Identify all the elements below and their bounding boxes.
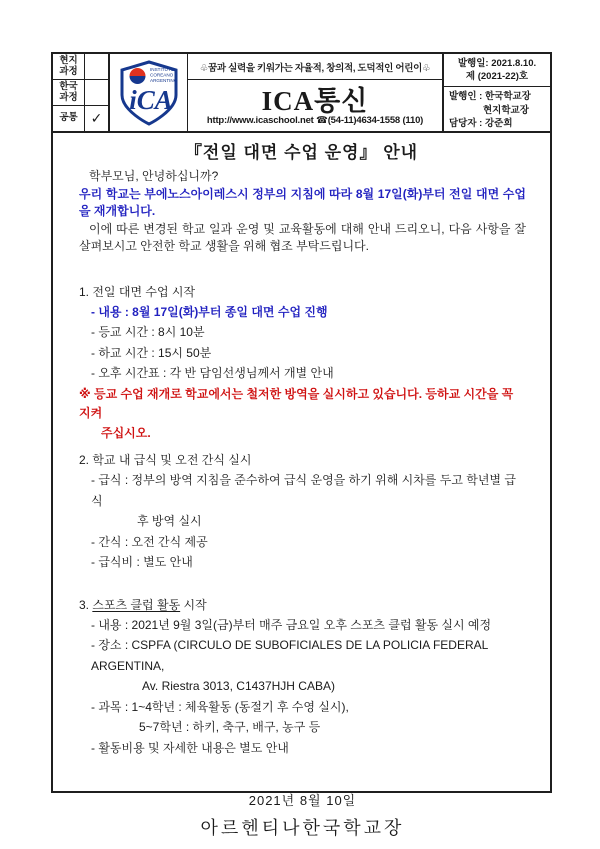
course-label-common — [53, 106, 85, 131]
heading-suffix: 시작 — [180, 597, 207, 612]
document-body — [53, 168, 550, 840]
section-1-heading: 1. 전일 대면 수업 시작 — [79, 284, 196, 299]
list-item-continuation: Av. Riestra 3013, C1437HJH CABA) — [142, 679, 335, 693]
list-item: - 급식비 : 별도 안내 — [91, 555, 193, 569]
heading-prefix: 3. — [79, 597, 93, 612]
header — [53, 54, 550, 133]
contact-line: http://www.icaschool.net ☎(54-11)4634-1558 (110) — [206, 114, 424, 126]
publisher-line: 발행인 : 한국학교장 — [449, 91, 531, 102]
masthead-cell — [188, 54, 444, 131]
publisher-info — [444, 87, 550, 131]
section-2-items — [91, 470, 526, 573]
section-3-heading — [79, 595, 526, 615]
page-title: 『전일 대면 수업 운영』 안내 — [184, 143, 419, 162]
course-label-korean — [53, 80, 85, 106]
issue-info — [444, 54, 550, 87]
school-slogan: ♧꿈과 실력을 키워가는 자율적, 창의적, 도덕적인 어린이♧ — [188, 54, 442, 80]
intro-emphasis: 우리 학교는 부에노스아이레스시 정부의 지침에 따라 8월 17일(화)부터 전일 대면 수업을 재개합니다. — [79, 186, 526, 218]
list-item: - 하교 시간 : 15시 50분 — [91, 345, 212, 360]
list-item: - 장소 : CSPFA (CIRCULO DE SUBOFICIALES DE LA POLICIA FEDERAL ARGENTINA, — [91, 638, 488, 673]
safety-note — [79, 385, 526, 444]
list-item: - 간식 : 오전 간식 제공 — [91, 534, 208, 549]
safety-note-line: 주십시오. — [101, 425, 151, 440]
course-label-text: 현지 — [59, 55, 78, 66]
ica-logo — [117, 59, 181, 127]
section-2 — [79, 450, 526, 573]
logo-cell — [110, 54, 188, 131]
checkmark-icon: ✓ — [90, 110, 103, 127]
list-item: - 오후 시간표 : 각 반 담임선생님께서 개별 안내 — [91, 366, 334, 380]
publisher-line2: 현지학교장 — [483, 104, 529, 116]
intro-paragraphs — [79, 168, 526, 256]
section-1 — [79, 282, 526, 444]
list-item-continuation: 후 방역 실시 — [137, 514, 202, 528]
logo-mark: iCA — [128, 84, 173, 115]
masthead-wrap — [188, 80, 442, 131]
issue-number: 제 (2021-22)호 — [465, 71, 529, 82]
list-item: - 내용 : 8월 17일(화)부터 종일 대면 수업 진행 — [91, 304, 328, 319]
logo-org-text: COREANO — [149, 72, 173, 77]
section-3 — [79, 595, 526, 759]
safety-note-line: ※ 등교 수업 재개로 학교에서는 철저한 방역을 실시하고 있습니다. 등하교 시간을 꼭 지켜 — [79, 386, 514, 420]
issue-date: 발행일: 2021.8.10. — [457, 58, 537, 69]
list-item: - 과목 : 1~4학년 : 체육활동 (동절기 후 수영 실시), — [91, 699, 349, 714]
section-2-heading: 2. 학교 내 급식 및 오전 간식 실시 — [79, 453, 252, 467]
list-item: - 급식 : 정부의 방역 지침을 준수하여 급식 운영을 하기 위해 시차를 두고 학년별 급식 — [91, 473, 516, 508]
list-item: - 등교 시간 : 8시 10분 — [91, 325, 205, 339]
issue-info-cell — [444, 54, 550, 131]
newsletter-document — [51, 52, 552, 838]
course-check-common — [85, 106, 108, 131]
signature: 아르헨티나한국학교장 — [200, 818, 405, 838]
course-label-local — [53, 54, 85, 80]
course-label-text: 과정 — [59, 65, 78, 77]
logo-org-text: ARGENTINO — [149, 77, 177, 83]
newsletter-title: ICA통신 — [261, 85, 369, 116]
course-type-table — [53, 54, 110, 131]
intro-body: 이에 따른 변경된 학교 일과 운영 및 교육활동에 대해 안내 드리오니, 다음 사항을 잘 살펴보시고 안전한 학교 생활을 위해 협조 부탁드립니다. — [79, 221, 526, 253]
list-item: - 내용 : 2021년 9월 3일(금)부터 매주 금요일 오후 스포츠 클럽 활동 실시 예정 — [91, 617, 492, 632]
course-check-local — [85, 54, 108, 80]
course-label-text: 공통 — [59, 112, 78, 124]
course-check-korean — [85, 80, 108, 106]
list-item-continuation: 5~7학년 : 하키, 축구, 배구, 농구 등 — [139, 720, 321, 734]
intro-greeting: 학부모님, 안녕하십니까? — [89, 169, 219, 183]
course-label-text: 한국 — [59, 81, 78, 92]
document-footer — [79, 792, 526, 840]
footer-date: 2021년 8월 10일 — [248, 793, 357, 808]
heading-underlined: 스포츠 클럽 활동 — [92, 597, 181, 612]
logo-org-text: INSTITUTO — [149, 66, 174, 72]
list-item: - 활동비용 및 자세한 내용은 별도 안내 — [91, 740, 289, 755]
course-label-text: 과정 — [59, 91, 78, 103]
section-3-items — [91, 615, 526, 759]
manager-line: 담당자 : 강준희 — [449, 118, 513, 129]
section-1-items — [91, 302, 526, 384]
